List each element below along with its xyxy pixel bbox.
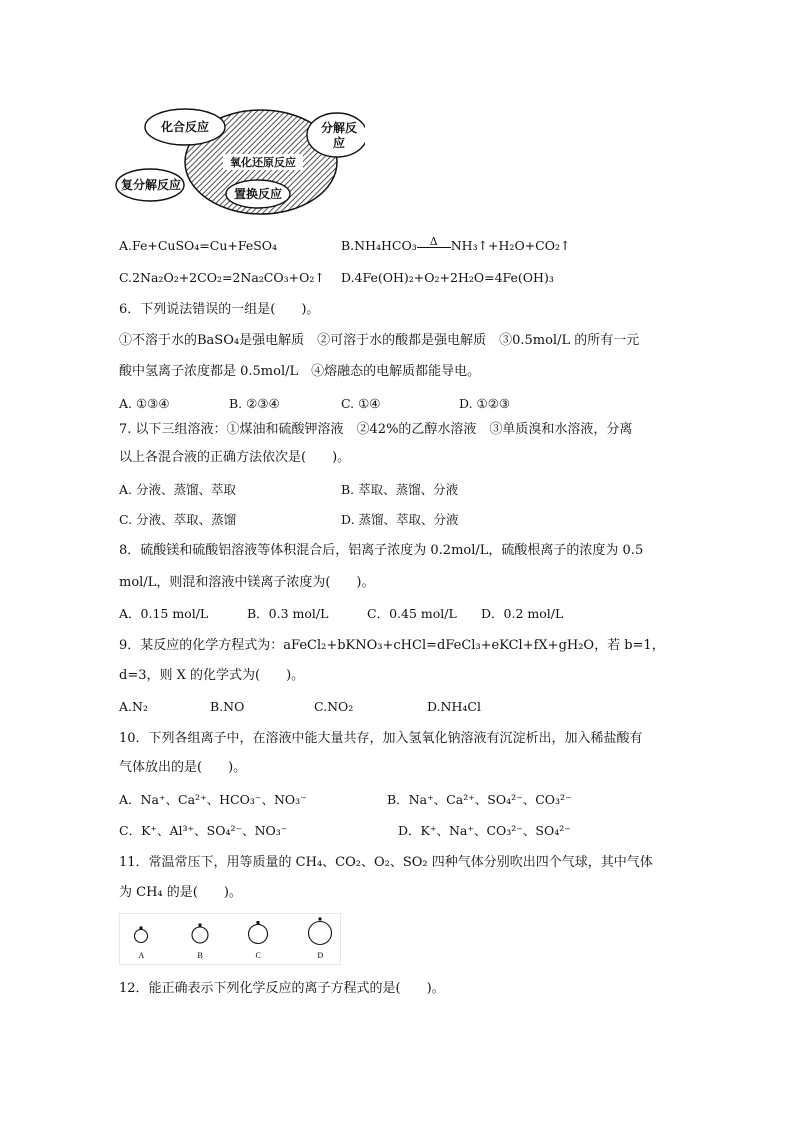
decomposition-label-1: 分解反 xyxy=(320,121,358,135)
q9-option-d[interactable]: D.NH₄Cl xyxy=(427,699,481,714)
q10-option-b[interactable]: B．Na⁺、Ca²⁺、SO₄²⁻、CO₃²⁻ xyxy=(387,792,572,807)
q6-statement-line2: 酸中氢离子浓度都是 0.5mol/L ④熔融态的电解质都能导电。 xyxy=(119,364,481,379)
decomposition-label-2: 应 xyxy=(332,136,346,150)
balloon-d[interactable] xyxy=(309,918,332,961)
q8-stem-line2: mol/L，则混和溶液中镁离子浓度为( )。 xyxy=(119,575,375,590)
q5-option-a[interactable]: A.Fe+CuSO₄=Cu+FeSO₄ xyxy=(119,238,278,253)
reaction-types-diagram xyxy=(115,100,365,220)
balloon-label-b: B xyxy=(197,951,203,960)
q7-option-d[interactable]: D. 蒸馏、萃取、分液 xyxy=(341,512,459,527)
q9-option-a[interactable]: A.N₂ xyxy=(119,699,148,714)
q7-stem-line2: 以上各混合液的正确方法依次是( )。 xyxy=(119,450,351,465)
balloon-label-c: C xyxy=(255,951,261,960)
q9-stem-line1: 9．某反应的化学方程式为：aFeCl₂+bKNO₃+cHCl=dFeCl₃+eKCl+fX+gH₂O，若 b=1， xyxy=(119,638,665,653)
balloon-b[interactable] xyxy=(192,924,208,961)
q8-stem-line1: 8．硫酸镁和硫酸铝溶液等体积混合后，铝离子浓度为 0.2mol/L，硫酸根离子的浓度为 0.5 xyxy=(119,543,644,558)
q5-option-c[interactable]: C.2Na₂O₂+2CO₂=2Na₂CO₃+O₂↑ xyxy=(119,270,325,285)
q10-stem-line2: 气体放出的是( )。 xyxy=(119,760,247,775)
q6-option-c[interactable]: C. ①④ xyxy=(341,396,381,411)
q8-option-a[interactable]: A．0.15 mol/L xyxy=(119,606,209,621)
combination-label: 化合反应 xyxy=(160,120,210,134)
q7-option-a[interactable]: A. 分液、蒸馏、萃取 xyxy=(119,482,236,497)
q6-option-d[interactable]: D. ①②③ xyxy=(459,396,511,411)
q5-option-b-products: NH₃↑+H₂O+CO₂↑ xyxy=(450,238,571,253)
q7-option-c[interactable]: C. 分液、萃取、蒸馏 xyxy=(119,512,237,527)
q10-stem-line1: 10．下列各组离子中，在溶液中能大量共存，加入氢氧化钠溶液有沉淀析出，加入稀盐酸有 xyxy=(119,731,643,746)
q5-option-d[interactable]: D.4Fe(OH)₂+O₂+2H₂O=4Fe(OH)₃ xyxy=(341,270,554,285)
balloon-figure xyxy=(119,913,341,965)
q6-statement-line1: ①不溶于水的BaSO₄是强电解质 ②可溶于水的酸都是强电解质 ③0.5mol/L 的所有一元 xyxy=(119,333,640,348)
q7-stem-line1: 7. 以下三组溶液：①煤油和硫酸钾溶液 ②42%的乙醇水溶液 ③单质溴和水溶液，分离 xyxy=(119,422,633,437)
q9-stem-line2: d=3，则 X 的化学式为( )。 xyxy=(119,668,305,683)
q6-option-b[interactable]: B. ②③④ xyxy=(229,396,280,411)
q12-stem: 12．能正确表示下列化学反应的离子方程式的是( )。 xyxy=(119,981,445,996)
q5-option-b[interactable] xyxy=(341,237,570,255)
q7-option-b[interactable]: B. 萃取、蒸馏、分液 xyxy=(341,482,459,497)
q9-option-c[interactable]: C.NO₂ xyxy=(314,699,354,714)
q10-option-d[interactable]: D．K⁺、Na⁺、CO₃²⁻、SO₄²⁻ xyxy=(398,823,571,838)
delta-symbol: Δ xyxy=(429,235,438,248)
q5-heat-arrow xyxy=(417,237,451,248)
balloon-label-a: A xyxy=(138,951,145,960)
q9-option-b[interactable]: B.NO xyxy=(210,699,245,714)
redox-label: 氧化还原反应 xyxy=(230,156,296,169)
displacement-label: 置换反应 xyxy=(233,187,283,201)
q8-option-c[interactable]: C．0.45 mol/L xyxy=(367,606,457,621)
q6-option-a[interactable]: A. ①③④ xyxy=(119,396,170,411)
balloon-a[interactable] xyxy=(135,927,148,961)
q11-stem-line1: 11．常温常压下，用等质量的 CH₄、CO₂、O₂、SO₂ 四种气体分别吹出四个气球，其中气体 xyxy=(119,855,653,870)
q10-option-c[interactable]: C．K⁺、Al³⁺、SO₄²⁻、NO₃⁻ xyxy=(119,823,288,838)
balloon-label-d: D xyxy=(317,951,324,960)
double-decomposition-label: 复分解反应 xyxy=(120,178,182,192)
q8-option-d[interactable]: D．0.2 mol/L xyxy=(481,606,564,621)
q11-stem-line2: 为 CH₄ 的是( )。 xyxy=(119,885,242,900)
q10-option-a[interactable]: A．Na⁺、Ca²⁺、HCO₃⁻、NO₃⁻ xyxy=(119,792,307,807)
q8-option-b[interactable]: B．0.3 mol/L xyxy=(247,606,329,621)
q6-stem: 6．下列说法错误的一组是( )。 xyxy=(119,302,320,317)
decomposition-ellipse xyxy=(307,113,365,157)
balloon-c[interactable] xyxy=(249,921,268,960)
q5-option-b-reactant: B.NH₄HCO₃ xyxy=(341,238,417,253)
